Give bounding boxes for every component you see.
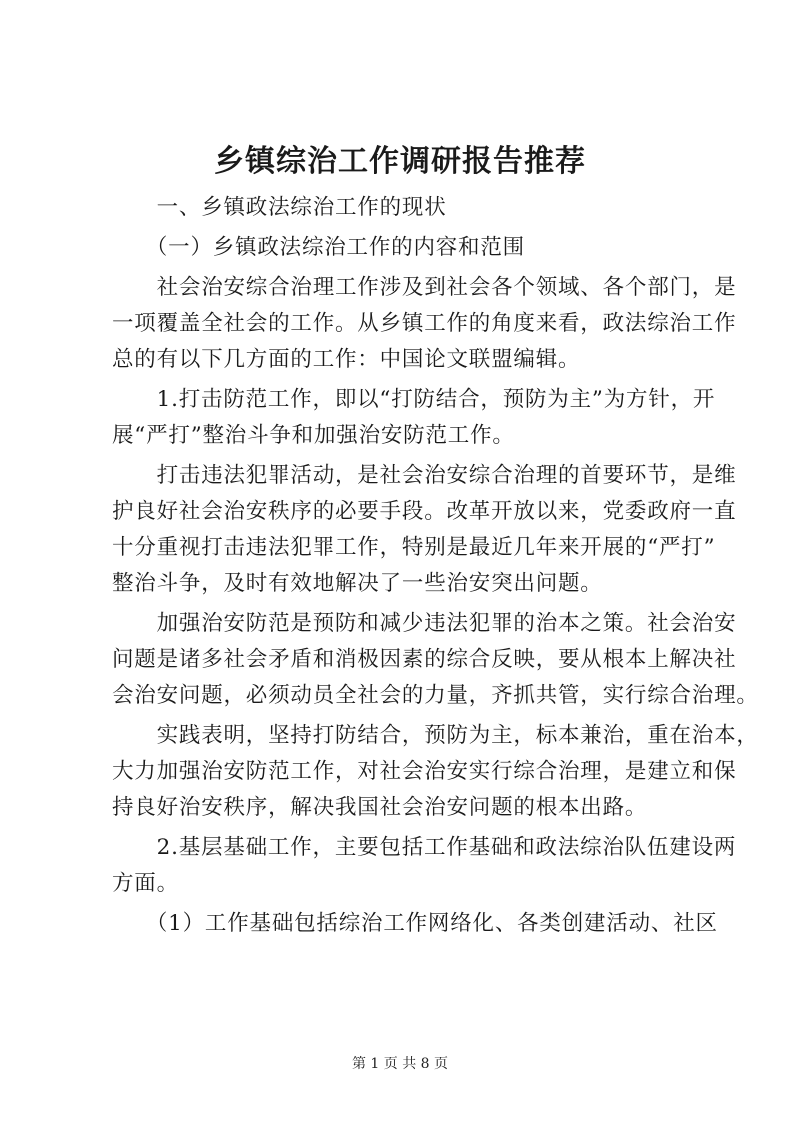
subsection-heading: （一）乡镇政法综治工作的内容和范围: [112, 235, 525, 260]
paragraph-line: 护良好社会治安秩序的必要手段。改革开放以来，党委政府一直: [112, 499, 737, 524]
paragraph-line: 社会治安综合治理工作涉及到社会各个领域、各个部门，是: [112, 275, 737, 300]
section-heading: 一、乡镇政法综治工作的现状: [112, 195, 447, 220]
paragraph-line: 大力加强治安防范工作，对社会治安实行综合治理，是建立和保: [112, 759, 737, 784]
paragraph-line: 十分重视打击违法犯罪工作，特别是最近几年来开展的“严打”: [112, 535, 716, 560]
paragraph-line: 实践表明，坚持打防结合，预防为主，标本兼治，重在治本，: [112, 723, 759, 748]
paragraph-line: （1）工作基础包括综治工作网络化、各类创建活动、社区: [112, 911, 718, 936]
paragraph-line: 展“严打”整治斗争和加强治安防范工作。: [112, 423, 515, 448]
page-footer: 第 1 页 共 8 页: [351, 1056, 449, 1072]
paragraph-line: 一项覆盖全社会的工作。从乡镇工作的角度来看，政法综治工作: [112, 311, 737, 336]
paragraph-line: 整治斗争，及时有效地解决了一些治安突出问题。: [112, 571, 603, 596]
paragraph-line: 方面。: [112, 871, 179, 896]
paragraph-line: 会治安问题，必须动员全社会的力量，齐抓共管，实行综合治理。: [112, 683, 759, 708]
document-title: 乡镇综治工作调研报告推荐: [214, 144, 586, 179]
paragraph-line: 持良好治安秩序，解决我国社会治安问题的根本出路。: [112, 795, 648, 820]
paragraph-line: 总的有以下几方面的工作：中国论文联盟编辑。: [112, 347, 581, 372]
document-body: [112, 190, 759, 942]
paragraph-line: 问题是诸多社会矛盾和消极因素的综合反映，要从根本上解决社: [112, 647, 737, 672]
paragraph-line: 加强治安防范是预防和减少违法犯罪的治本之策。社会治安: [112, 611, 737, 636]
paragraph-line: 1.打击防范工作，即以“打防结合，预防为主”为方针，开: [112, 387, 716, 412]
paragraph-line: 2.基层基础工作，主要包括工作基础和政法综治队伍建设两: [112, 835, 737, 860]
paragraph-line: 打击违法犯罪活动，是社会治安综合治理的首要环节，是维: [112, 463, 737, 488]
